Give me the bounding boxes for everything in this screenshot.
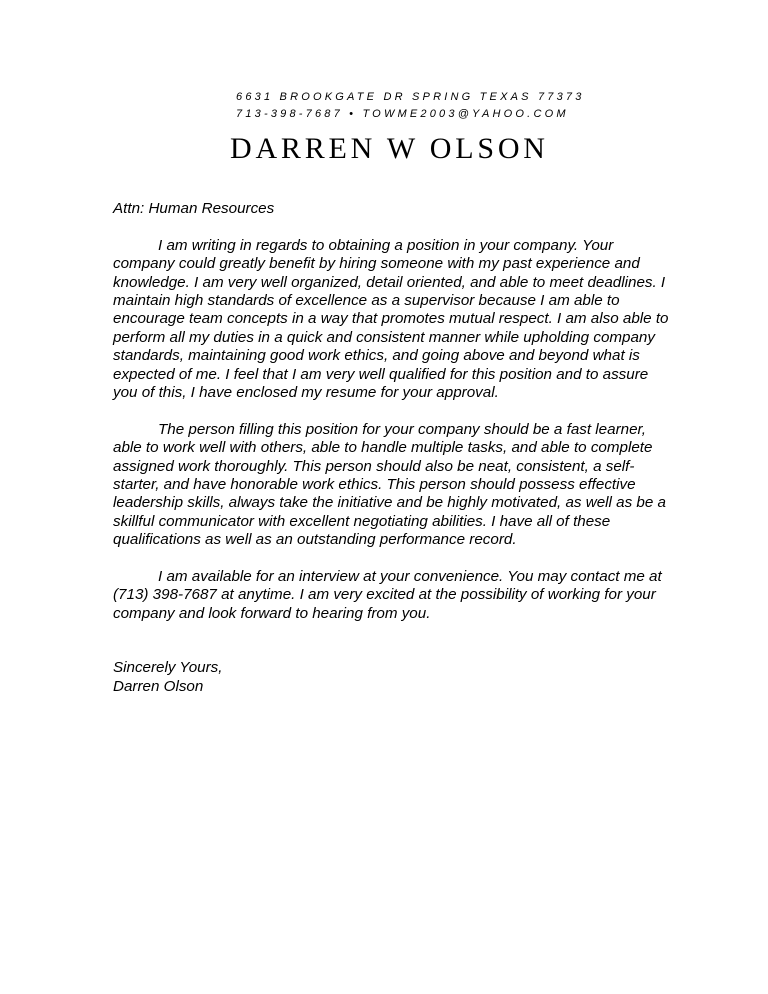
attention-line: Attn: Human Resources <box>113 200 275 217</box>
paragraph-intro: I am writing in regards to obtaining a position in your company. Your company could greatly benefit by hiring someone with my past experience and knowledge. I am very well organized, detail oriented, and able to meet deadlines. I maintain high standards of excellence as a supervisor because I am able to encourage team concepts in a way that promotes mutual respect. I am also able to perform all my duties in a quick and consistent manner while upholding company standards, maintaining good work ethics, and going above and beyond what is expected of me. I feel that I am very well qualified for this position and to assure you of this, I have enclosed my resume for your approval. <box>113 236 669 402</box>
paragraph-availability: I am available for an interview at your convenience. You may contact me at (713) 398-7687 at anytime. I am very excited at the possibility of working for your company and look forward to hearing from you. <box>113 568 662 622</box>
contact-line: 713-398-7687 • TOWME2003@YAHOO.COM <box>236 108 569 120</box>
paragraph-qualifications: The person filling this position for your company should be a fast learner, able to work well with others, able to handle multiple tasks, and able to complete assigned work thoroughly. This person should also be neat, consistent, a self-starter, and have honorable work ethics. This person should possess effective leadership skills, always take the initiative and be highly motivated, as well as be a skillful communicator with excellent negotiating abilities. I have all of these qualifications as well as an outstanding performance record. <box>113 420 666 549</box>
letter-body <box>113 200 673 696</box>
signature: Darren Olson <box>113 677 204 695</box>
letterhead <box>236 89 596 123</box>
address-line: 6631 BROOKGATE DR SPRING TEXAS 77373 <box>236 91 585 103</box>
sender-name: DARREN W OLSON <box>230 132 549 165</box>
closing: Sincerely Yours, <box>113 659 223 677</box>
